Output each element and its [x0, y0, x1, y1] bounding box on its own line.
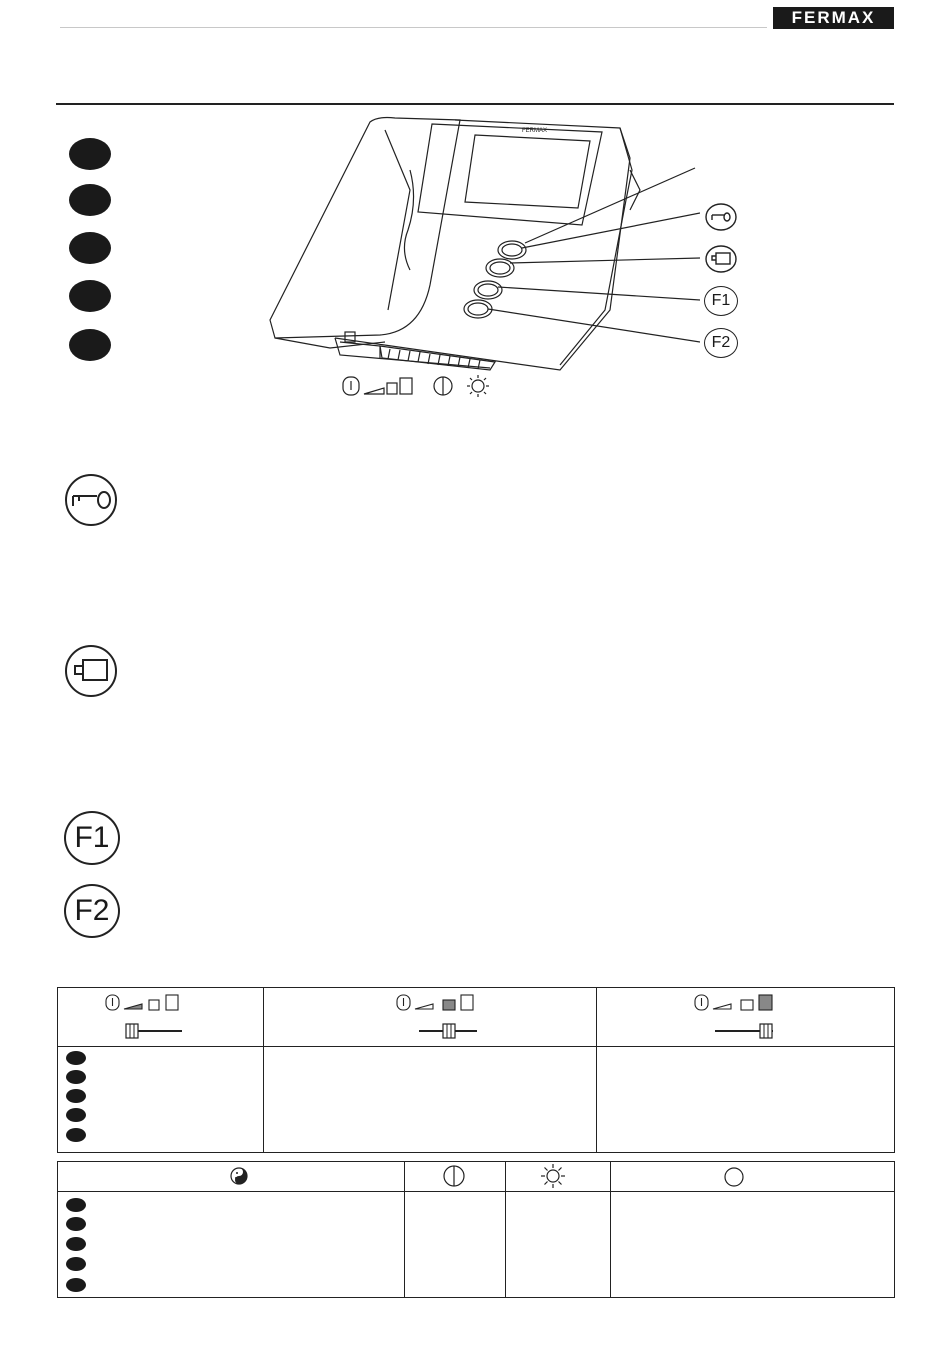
volume-high-icon	[693, 993, 778, 1041]
control-symbols	[340, 374, 500, 398]
camera-icon	[704, 244, 738, 274]
volume-low-icon	[104, 993, 184, 1041]
language-marker	[66, 1217, 86, 1231]
f2-section-label: F2	[74, 894, 110, 927]
f1-icon	[64, 811, 120, 865]
volume-mid-icon	[395, 993, 480, 1041]
fermax-logo: FERMAX	[773, 7, 894, 29]
key-icon	[63, 473, 119, 527]
language-marker	[66, 1198, 86, 1212]
display-body-other	[610, 1191, 895, 1298]
key-icon	[704, 202, 738, 232]
volume-body-mid	[263, 1046, 597, 1153]
display-body-brightness	[505, 1191, 611, 1298]
f2-icon	[64, 884, 120, 938]
monitor-illustration	[260, 110, 700, 400]
f2-icon	[704, 328, 738, 358]
language-marker	[66, 1237, 86, 1251]
display-body-contrast	[404, 1191, 506, 1298]
f1-section-label: F1	[74, 821, 110, 854]
display-header-other	[610, 1161, 895, 1192]
language-marker	[69, 329, 111, 361]
f1-label: F1	[711, 292, 731, 309]
device-brand: FERMAX	[522, 128, 548, 134]
language-marker	[69, 232, 111, 264]
color-icon	[229, 1166, 249, 1186]
circle-icon	[723, 1166, 745, 1188]
f1-icon	[704, 286, 738, 316]
camera-icon	[63, 644, 119, 698]
language-marker	[66, 1108, 86, 1122]
volume-body-high	[596, 1046, 895, 1153]
language-marker	[69, 280, 111, 312]
language-marker	[66, 1257, 86, 1271]
f2-label: F2	[711, 334, 731, 351]
language-marker	[66, 1070, 86, 1084]
brightness-icon	[540, 1163, 566, 1189]
language-marker	[66, 1278, 86, 1292]
language-marker	[69, 184, 111, 216]
header-rule	[56, 103, 894, 105]
volume-body-low	[57, 1046, 264, 1153]
display-body-color	[57, 1191, 405, 1298]
language-marker	[69, 138, 111, 170]
language-marker	[66, 1051, 86, 1065]
contrast-icon	[442, 1164, 466, 1188]
header-top-line	[60, 27, 767, 28]
language-marker	[66, 1089, 86, 1103]
language-marker	[66, 1128, 86, 1142]
